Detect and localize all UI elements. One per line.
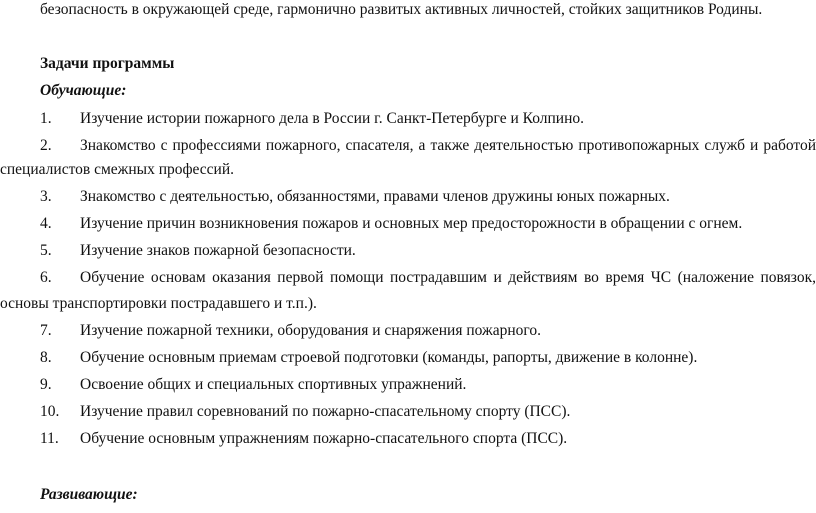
list-item-number: 6. <box>40 269 52 286</box>
list-item-text: Изучение причин возникновения пожаров и основных мер предосторожности в обращении с огнем. <box>80 215 743 232</box>
subsection-developing-title: Развивающие: <box>40 486 138 503</box>
list-item-number: 8. <box>40 349 52 366</box>
subsection-teaching-title: Обучающие: <box>40 82 127 99</box>
list-item-number: 5. <box>40 242 52 259</box>
list-item-number: 11. <box>40 430 59 447</box>
list-item-continuation: специалистов смежных профессий. <box>0 161 235 178</box>
list-item-text: Знакомство с деятельностью, обязанностями, правами членов дружины юных пожарных. <box>80 188 670 205</box>
list-item-text: Обучение основным приемам строевой подготовки (команды, рапорты, движение в колонне). <box>80 349 698 366</box>
intro-line: безопасность в окружающей среде, гармонично развитых активных личностей, стойких защитников Родины. <box>40 1 763 18</box>
list-item-number: 7. <box>40 322 52 339</box>
section-title: Задачи программы <box>40 55 175 72</box>
list-item-text: Обучение основам оказания первой помощи пострадавшим и действиям во время ЧС (наложение повязок, <box>80 269 816 286</box>
list-item-text: Изучение правил соревнований по пожарно-спасательному спорту (ПСС). <box>80 403 571 420</box>
list-item-continuation: основы транспортировки пострадавшего и т.п.). <box>0 295 317 312</box>
list-item-number: 4. <box>40 215 52 232</box>
list-item-text: Знакомство с профессиями пожарного, спасателя, а также деятельностью противопожарных служб и работой <box>80 137 816 154</box>
list-item-number: 9. <box>40 376 52 393</box>
list-item-text: Изучение знаков пожарной безопасности. <box>80 242 356 259</box>
list-item-text: Обучение основным упражнениям пожарно-спасательного спорта (ПСС). <box>80 430 568 447</box>
list-item-number: 3. <box>40 188 52 205</box>
list-item-text: Изучение пожарной техники, оборудования и снаряжения пожарного. <box>80 322 541 339</box>
list-item-number: 10. <box>40 403 60 420</box>
list-item-text: Освоение общих и специальных спортивных упражнений. <box>80 376 467 393</box>
list-item-number: 2. <box>40 137 52 154</box>
list-item-text: Изучение истории пожарного дела в России г. Санкт-Петербурге и Колпино. <box>80 110 584 127</box>
list-item-number: 1. <box>40 110 52 127</box>
